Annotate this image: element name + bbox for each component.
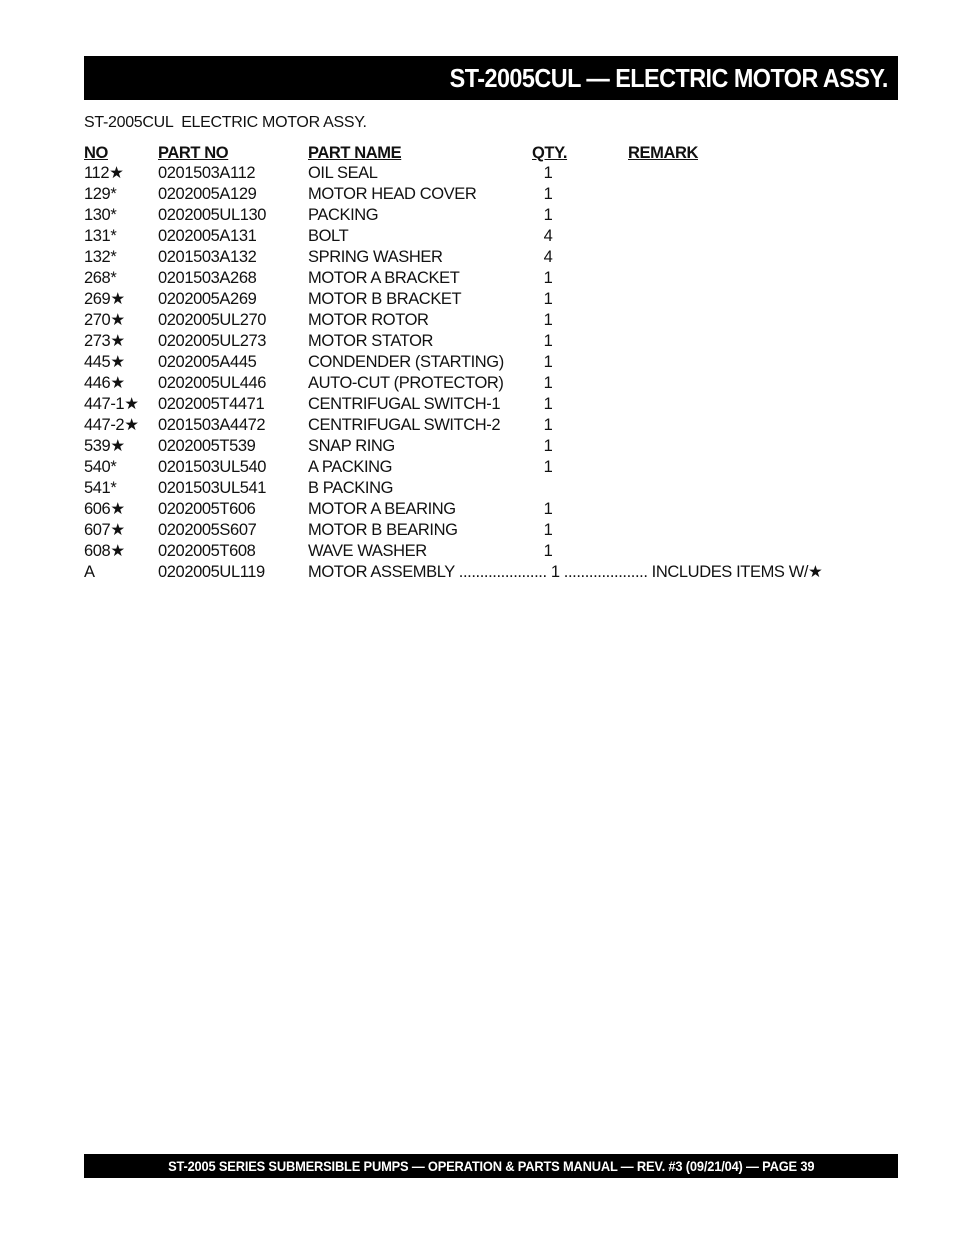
cell-part-no: 0202005T608 (158, 542, 256, 560)
table-row (84, 520, 884, 541)
page-footer-bar (84, 1154, 898, 1178)
cell-qty: 1 (543, 437, 553, 455)
cell-part-name: A PACKING (308, 458, 393, 476)
table-row (84, 541, 884, 562)
cell-part-no: 0201503A112 (158, 164, 256, 182)
table-row-assembly (84, 562, 884, 583)
cell-no: 268* (84, 269, 117, 287)
cell-no: 447-1★ (84, 395, 139, 413)
table-row (84, 310, 884, 331)
cell-qty: 1 (543, 500, 553, 518)
table-row (84, 205, 884, 226)
cell-part-no: 0202005UL270 (158, 311, 267, 329)
cell-no: 540* (84, 458, 117, 476)
table-row (84, 184, 884, 205)
cell-qty: 1 (543, 458, 553, 476)
cell-no: 130* (84, 206, 117, 224)
parts-table (84, 143, 884, 583)
page-title: ST-2005CUL — ELECTRIC MOTOR ASSY. (449, 62, 888, 93)
cell-part-name: SNAP RING (308, 437, 395, 455)
cell-part-name: CONDENDER (STARTING) (308, 353, 504, 371)
cell-part-name: MOTOR A BEARING (308, 500, 456, 518)
table-row (84, 415, 884, 436)
cell-no: 270★ (84, 311, 125, 329)
table-row (84, 163, 884, 184)
cell-part-name: MOTOR HEAD COVER (308, 185, 477, 203)
cell-qty: 1 (543, 395, 553, 413)
footer-text: ST-2005 SERIES SUBMERSIBLE PUMPS — OPERATION & PARTS MANUAL — REV. #3 (09/21/04) — PAGE 39 (167, 1158, 815, 1174)
cell-no: A (84, 563, 95, 581)
cell-no: 273★ (84, 332, 125, 350)
cell-part-no: 0202005A131 (158, 227, 257, 245)
cell-assembly-line: MOTOR ASSEMBLY ..................... 1 .................... INCLUDES ITEMS W/★ (308, 563, 823, 581)
cell-part-name: OIL SEAL (308, 164, 378, 182)
cell-part-name: BOLT (308, 227, 349, 245)
column-header-part-no: PART NO (158, 144, 229, 162)
table-row (84, 373, 884, 394)
cell-part-no: 0202005UL119 (158, 563, 265, 581)
cell-qty: 1 (543, 185, 553, 203)
cell-part-name: CENTRIFUGAL SWITCH-2 (308, 416, 501, 434)
column-header-part-name: PART NAME (308, 144, 402, 162)
cell-part-no: 0201503A4472 (158, 416, 266, 434)
cell-part-no: 0202005T539 (158, 437, 256, 455)
cell-no: 112★ (84, 164, 124, 182)
table-row (84, 352, 884, 373)
table-row (84, 247, 884, 268)
cell-no: 607★ (84, 521, 125, 539)
cell-part-name: WAVE WASHER (308, 542, 427, 560)
cell-qty: 1 (543, 332, 553, 350)
table-body (84, 163, 884, 562)
cell-part-no: 0202005A269 (158, 290, 257, 308)
cell-part-name: SPRING WASHER (308, 248, 443, 266)
cell-qty: 1 (543, 521, 553, 539)
cell-no: 539★ (84, 437, 125, 455)
cell-part-no: 0202005UL446 (158, 374, 267, 392)
cell-part-no: 0202005UL130 (158, 206, 267, 224)
cell-part-no: 0202005S607 (158, 521, 257, 539)
table-row (84, 289, 884, 310)
cell-qty: 1 (543, 416, 553, 434)
cell-part-no: 0202005A445 (158, 353, 257, 371)
cell-no: 446★ (84, 374, 125, 392)
table-row (84, 394, 884, 415)
cell-part-name: MOTOR STATOR (308, 332, 434, 350)
cell-part-name: MOTOR A BRACKET (308, 269, 460, 287)
cell-part-name: MOTOR ROTOR (308, 311, 429, 329)
column-header-remark: REMARK (628, 144, 699, 162)
cell-qty: 1 (543, 290, 553, 308)
cell-qty: 1 (543, 206, 553, 224)
table-header-row (84, 143, 884, 163)
cell-part-no: 0202005T606 (158, 500, 256, 518)
table-row (84, 499, 884, 520)
cell-part-no: 0201503UL540 (158, 458, 267, 476)
cell-qty: 1 (543, 353, 553, 371)
cell-part-name: B PACKING (308, 479, 394, 497)
table-row (84, 478, 884, 499)
table-row (84, 268, 884, 289)
cell-qty: 1 (543, 374, 553, 392)
cell-qty: 1 (543, 164, 553, 182)
cell-part-no: 0201503A132 (158, 248, 257, 266)
cell-no: 445★ (84, 353, 125, 371)
cell-qty: 1 (543, 311, 553, 329)
cell-part-no: 0201503UL541 (158, 479, 267, 497)
section-subtitle: ST-2005CUL ELECTRIC MOTOR ASSY. (84, 114, 367, 131)
cell-part-name: PACKING (308, 206, 379, 224)
cell-qty: 1 (543, 269, 553, 287)
cell-no: 447-2★ (84, 416, 139, 434)
cell-no: 541* (84, 479, 117, 497)
cell-part-no: 0202005UL273 (158, 332, 267, 350)
cell-no: 131* (84, 227, 117, 245)
cell-no: 132* (84, 248, 117, 266)
cell-part-name: CENTRIFUGAL SWITCH-1 (308, 395, 501, 413)
cell-part-name: MOTOR B BEARING (308, 521, 458, 539)
cell-part-name: MOTOR B BRACKET (308, 290, 462, 308)
cell-qty: 4 (543, 227, 553, 245)
cell-no: 129* (84, 185, 117, 203)
column-header-no: NO (84, 144, 108, 162)
cell-no: 608★ (84, 542, 125, 560)
cell-part-no: 0201503A268 (158, 269, 257, 287)
page-header-bar (84, 56, 898, 100)
table-row (84, 226, 884, 247)
cell-part-no: 0202005T4471 (158, 395, 265, 413)
cell-part-name: AUTO-CUT (PROTECTOR) (308, 374, 504, 392)
table-row (84, 331, 884, 352)
cell-part-no: 0202005A129 (158, 185, 257, 203)
cell-no: 269★ (84, 290, 125, 308)
column-header-qty: QTY. (532, 144, 568, 162)
table-row (84, 457, 884, 478)
cell-qty: 1 (543, 542, 553, 560)
cell-no: 606★ (84, 500, 125, 518)
table-row (84, 436, 884, 457)
cell-qty: 4 (543, 248, 553, 266)
